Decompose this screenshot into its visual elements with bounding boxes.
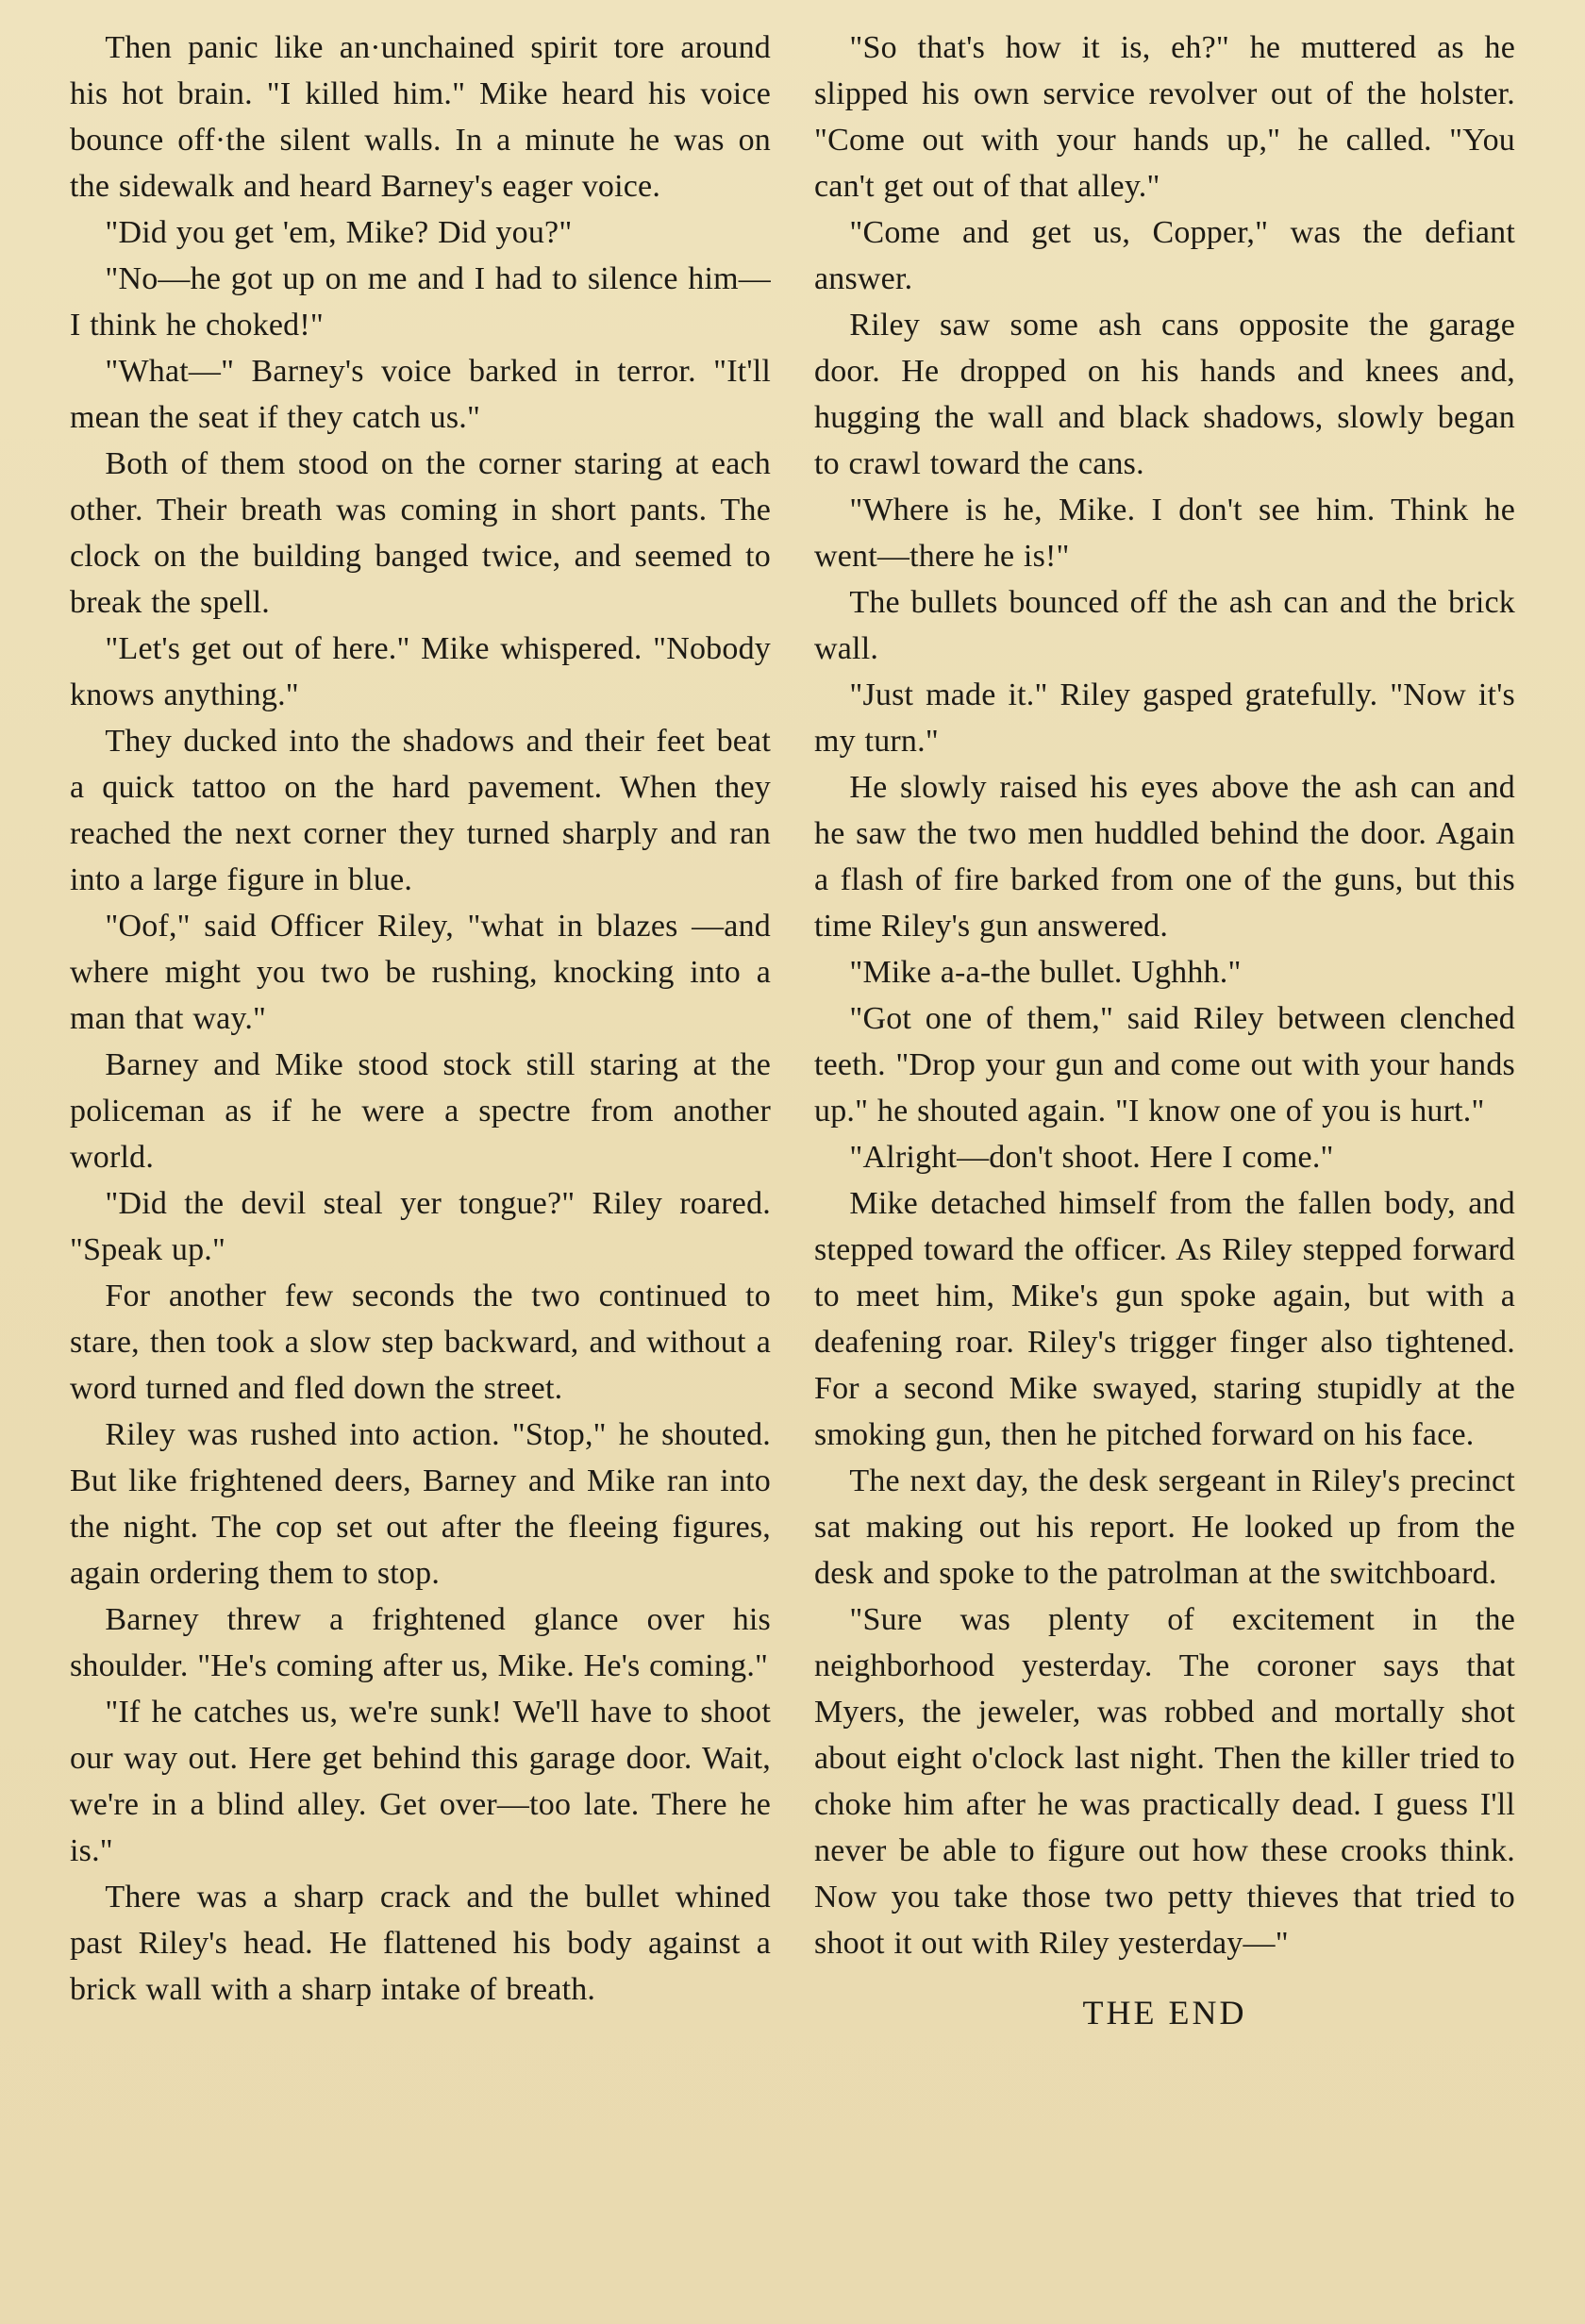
left-paragraph-14: "If he catches us, we're sunk! We'll have to shoot our way out. Here get behind this garage door. Wait, we're in a blind alley. Get over—too late. There he is." — [70, 1695, 771, 1868]
left-paragraph-9: Barney and Mike stood stock still staring at the policeman as if he were a spectre from another world. — [70, 1047, 771, 1175]
right-paragraph-11: Mike detached himself from the fallen body, and stepped toward the officer. As Riley stepped forward to meet him, Mike's gun spoke again, but with a deafening roar. Riley's trigger finger also tightened. For a second Mike swayed, staring stupidly at the smoking gun, then he pitched forward on his face. — [814, 1186, 1515, 1452]
left-paragraph-10: "Did the devil steal yer tongue?" Riley roared. "Speak up." — [70, 1186, 771, 1267]
left-paragraph-13: Barney threw a frightened glance over his shoulder. "He's coming after us, Mike. He's coming." — [70, 1602, 771, 1683]
left-paragraph-1: Then panic like an·unchained spirit tore around his hot brain. "I killed him." Mike heard his voice bounce off·the silent walls. In a minute he was on the sidewalk and heard Barney's eager voice. — [70, 30, 771, 204]
right-paragraph-8: "Mike a-a-the bullet. Ughhh." — [849, 955, 1242, 990]
right-paragraph-9: "Got one of them," said Riley between clenched teeth. "Drop your gun and come out with your hands up." he shouted again. "I know one of you is hurt." — [814, 1001, 1515, 1129]
right-paragraph-12: The next day, the desk sergeant in Riley's precinct sat making out his report. He looked up from the desk and spoke to the patrolman at the switchboard. — [814, 1463, 1515, 1591]
right-paragraph-3: Riley saw some ash cans opposite the garage door. He dropped on his hands and knees and, hugging the wall and black shadows, slowly began to crawl toward the cans. — [814, 308, 1515, 481]
left-paragraph-15: There was a sharp crack and the bullet whined past Riley's head. He flattened his body against a brick wall with a sharp intake of breath. — [70, 1880, 771, 2007]
left-paragraph-8: "Oof," said Officer Riley, "what in blazes —and where might you two be rushing, knocking into a man that way." — [70, 909, 771, 1036]
right-paragraph-6: "Just made it." Riley gasped gratefully. "Now it's my turn." — [814, 677, 1515, 759]
right-column — [814, 25, 1515, 2324]
right-paragraph-5: The bullets bounced off the ash can and the brick wall. — [814, 585, 1515, 666]
left-paragraph-6: "Let's get out of here." Mike whispered. "Nobody knows anything." — [70, 631, 771, 712]
left-paragraph-2: "Did you get 'em, Mike? Did you?" — [105, 215, 573, 250]
left-paragraph-12: Riley was rushed into action. "Stop," he shouted. But like frightened deers, Barney and Mike ran into the night. The cop set out after the fleeing figures, again ordering them to stop. — [70, 1417, 771, 1591]
left-paragraph-11: For another few seconds the two continued to stare, then took a slow step backward, and without a word turned and fled down the street. — [70, 1279, 771, 1406]
right-paragraph-4: "Where is he, Mike. I don't see him. Think he went—there he is!" — [814, 493, 1515, 574]
left-paragraph-4: "What—" Barney's voice barked in terror. "It'll mean the seat if they catch us." — [70, 354, 771, 435]
left-paragraph-3: "No—he got up on me and I had to silence him—I think he choked!" — [70, 261, 771, 343]
the-end-label: THE END — [1082, 1994, 1247, 2031]
left-column — [70, 25, 771, 2324]
left-paragraph-7: They ducked into the shadows and their feet beat a quick tattoo on the hard pavement. When they reached the next corner they turned sharply and ran into a large figure in blue. — [70, 724, 771, 897]
right-paragraph-10: "Alright—don't shoot. Here I come." — [849, 1140, 1334, 1175]
right-paragraph-7: He slowly raised his eyes above the ash can and he saw the two men huddled behind the door. Again a flash of fire barked from one of the guns, but this time Riley's gun answered. — [814, 770, 1515, 944]
right-paragraph-2: "Come and get us, Copper," was the defiant answer. — [814, 215, 1515, 296]
right-paragraph-13: "Sure was plenty of excitement in the neighborhood yesterday. The coroner says that Myers, the jeweler, was robbed and mortally shot about eight o'clock last night. Then the killer tried to choke him after he was practically dead. I guess I'll never be able to figure out how these crooks think. Now you take those two petty thieves that tried to shoot it out with Riley yesterday—" — [814, 1602, 1515, 1961]
left-paragraph-5: Both of them stood on the corner staring at each other. Their breath was coming in short pants. The clock on the building banged twice, and seemed to break the spell. — [70, 446, 771, 620]
right-paragraph-1: "So that's how it is, eh?" he muttered as he slipped his own service revolver out of the holster. "Come out with your hands up," he called. "You can't get out of that alley." — [814, 30, 1515, 204]
